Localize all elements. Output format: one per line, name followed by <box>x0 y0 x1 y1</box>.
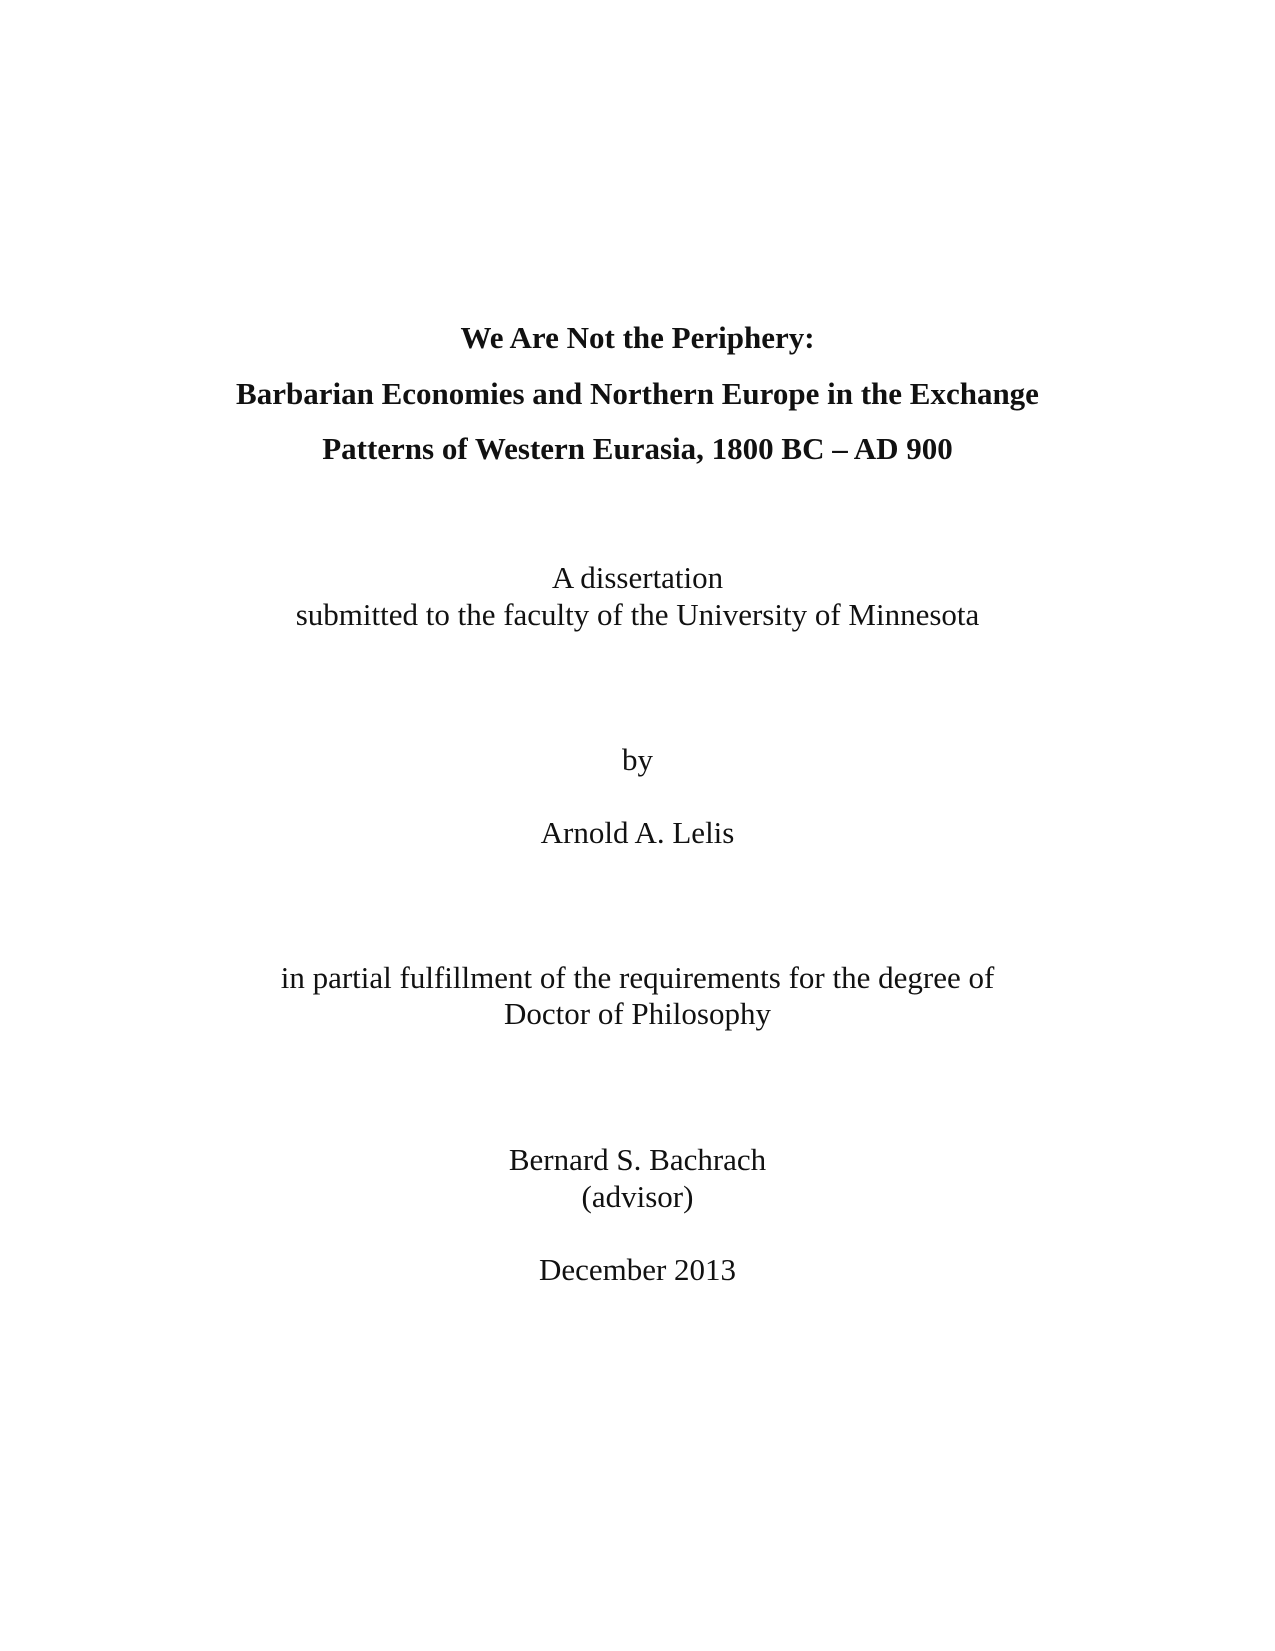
author-name: Arnold A. Lelis <box>540 815 735 850</box>
title-line-3: Patterns of Western Eurasia, 1800 BC – AD 900 <box>322 431 953 466</box>
submission-statement: submitted to the faculty of the University of Minnesota <box>295 597 980 632</box>
advisor-role: (advisor) <box>581 1179 694 1214</box>
title-line-2: Barbarian Economies and Northern Europe in the Exchange <box>236 376 1039 411</box>
advisor-name: Bernard S. Bachrach <box>508 1142 767 1177</box>
submission-date: December 2013 <box>538 1252 737 1287</box>
degree-requirement: in partial fulfillment of the requirements for the degree of <box>280 960 995 995</box>
by-label: by <box>622 742 653 777</box>
degree-name: Doctor of Philosophy <box>504 996 771 1031</box>
title-line-1: We Are Not the Periphery: <box>460 320 815 355</box>
dissertation-label: A dissertation <box>551 560 724 595</box>
